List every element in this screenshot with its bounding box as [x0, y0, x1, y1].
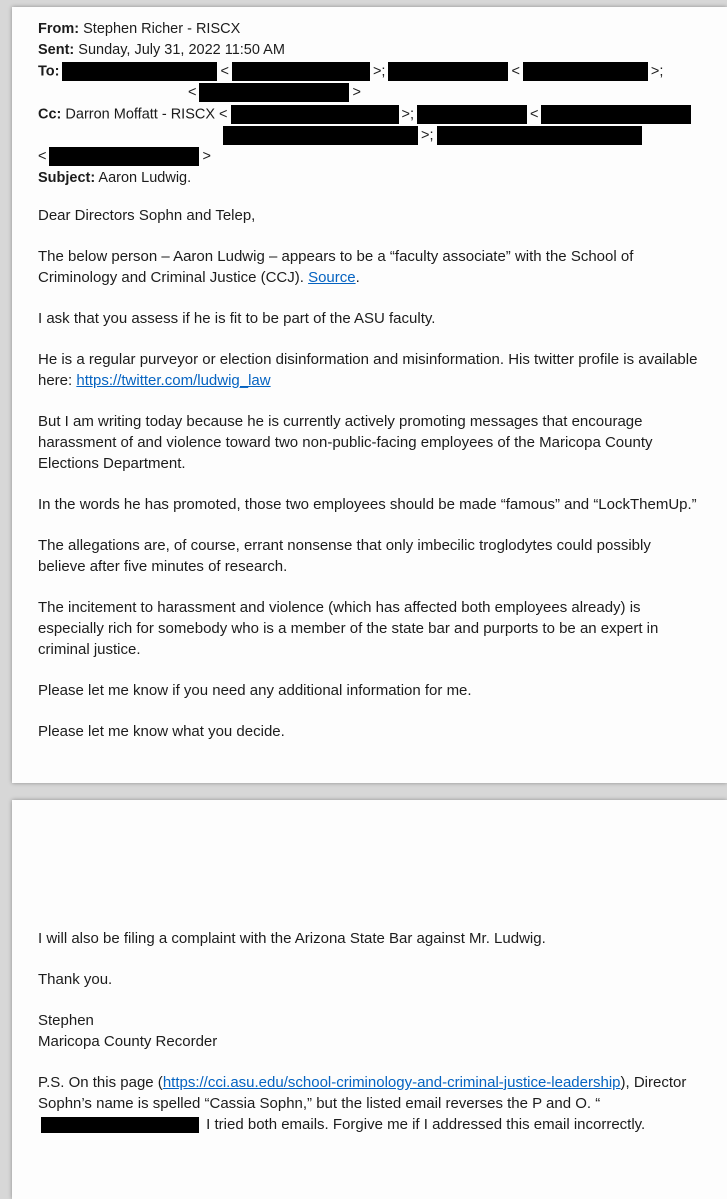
text-run: Please let me know what you decide. [38, 722, 285, 740]
text-run: < [188, 84, 197, 101]
redaction-bar [417, 105, 527, 124]
email-page-1 [12, 7, 727, 783]
header-field-label: Cc: [38, 105, 62, 122]
text-run: Dear Directors Sophn and Telep, [38, 206, 256, 224]
header-row [38, 104, 699, 125]
text-run: But I am writing today because he is currently actively promoting messages that encourage harassment of and violence toward two non-public-facing employees of the Maricopa County Elections Department. [38, 412, 653, 472]
redaction-bar [62, 62, 217, 81]
redaction-bar [49, 147, 199, 166]
text-run: I ask that you assess if he is fit to be part of the ASU faculty. [38, 309, 436, 327]
text-run: ), Director Sophn’s name is spelled “Cassia Sophn,” but the listed email reverses the P and O. “ [38, 1074, 687, 1112]
text-run: In the words he has promoted, those two employees should be made “famous” and “LockThemUp.” [38, 495, 697, 513]
text-run: He is a regular purveyor or election disinformation and misinformation. His twitter profile is available here: [38, 350, 698, 389]
email-page-2 [12, 800, 727, 1199]
redaction-bar [523, 62, 648, 81]
header-row [38, 19, 699, 40]
header-field-label: From: [38, 21, 80, 37]
paragraph [38, 308, 699, 329]
email-body-page-1 [38, 205, 699, 742]
paragraph [38, 349, 699, 391]
text-run: The below person – Aaron Ludwig – appears to be a “faculty associate” with the School of Criminology and Criminal Justice (CCJ). [38, 247, 634, 286]
paragraph [38, 246, 699, 288]
text-run: Maricopa County Recorder [38, 1033, 218, 1050]
text-run: > [352, 84, 361, 101]
text-run: Stephen [38, 1012, 94, 1029]
redaction-bar [41, 1117, 199, 1133]
redaction-bar [232, 62, 370, 81]
text-run: I will also be filing a complaint with the Arizona State Bar against Mr. Ludwig. [38, 930, 546, 947]
text-run: >; [421, 127, 434, 144]
text-run: The allegations are, of course, errant nonsense that only imbecilic troglodytes could possibly believe after five minutes of research. [38, 536, 651, 575]
redaction-bar [231, 105, 399, 124]
paragraph [38, 411, 699, 474]
redaction-bar [437, 126, 642, 145]
text-run: < [511, 63, 520, 80]
paragraph [38, 969, 699, 990]
paragraph [38, 597, 699, 660]
header-field-label: Sent: [38, 42, 75, 58]
text-run: Darron Moffatt - RISCX < [61, 105, 228, 122]
header-row [38, 61, 699, 82]
paragraph [38, 680, 699, 701]
redaction-bar [388, 62, 508, 81]
header-field-label: Subject: [38, 169, 96, 186]
hyperlink[interactable]: https://twitter.com/ludwig_law [76, 371, 271, 389]
header-row [38, 168, 699, 189]
hyperlink[interactable]: https://cci.asu.edu/school-criminology-and-criminal-justice-leadership [162, 1074, 621, 1091]
text-run: < [530, 105, 539, 122]
text-run: Thank you. [38, 971, 113, 988]
redaction-bar [199, 83, 349, 102]
text-run: >; [401, 105, 415, 122]
text-run: Sunday, July 31, 2022 11:50 AM [74, 42, 285, 58]
text-run: Please let me know if you need any additional information for me. [38, 681, 472, 699]
text-run: I tried both emails. Forgive me if I addressed this email incorrectly. [202, 1116, 646, 1133]
signature [38, 1010, 699, 1052]
postscript [38, 1072, 699, 1135]
header-field-label: To: [38, 63, 60, 80]
text-run: . [355, 268, 360, 286]
paragraph [38, 494, 699, 515]
text-run: The incitement to harassment and violence (which has affected both employees already) is especially rich for somebody who is a member of the state bar and purports to be an expert in criminal justice. [38, 598, 659, 658]
text-run: >; [372, 63, 386, 80]
header-row [38, 40, 699, 61]
header-row [38, 125, 699, 146]
text-run: < [38, 148, 47, 165]
hyperlink[interactable]: Source [308, 268, 356, 286]
email-header [38, 19, 699, 189]
text-run: P.S. On this page ( [38, 1074, 163, 1091]
text-run: > [202, 148, 211, 165]
paragraph [38, 535, 699, 577]
text-run: >; [650, 63, 664, 80]
header-row [38, 82, 699, 103]
text-run: Stephen Richer - RISCX [79, 21, 241, 37]
text-run: < [220, 63, 229, 80]
paragraph [38, 721, 699, 742]
paragraph [38, 928, 699, 949]
paragraph [38, 205, 699, 226]
header-row [38, 146, 699, 167]
email-body-page-2 [38, 928, 699, 1135]
text-run: Aaron Ludwig. [95, 169, 192, 186]
redaction-bar [541, 105, 691, 124]
redaction-bar [223, 126, 418, 145]
